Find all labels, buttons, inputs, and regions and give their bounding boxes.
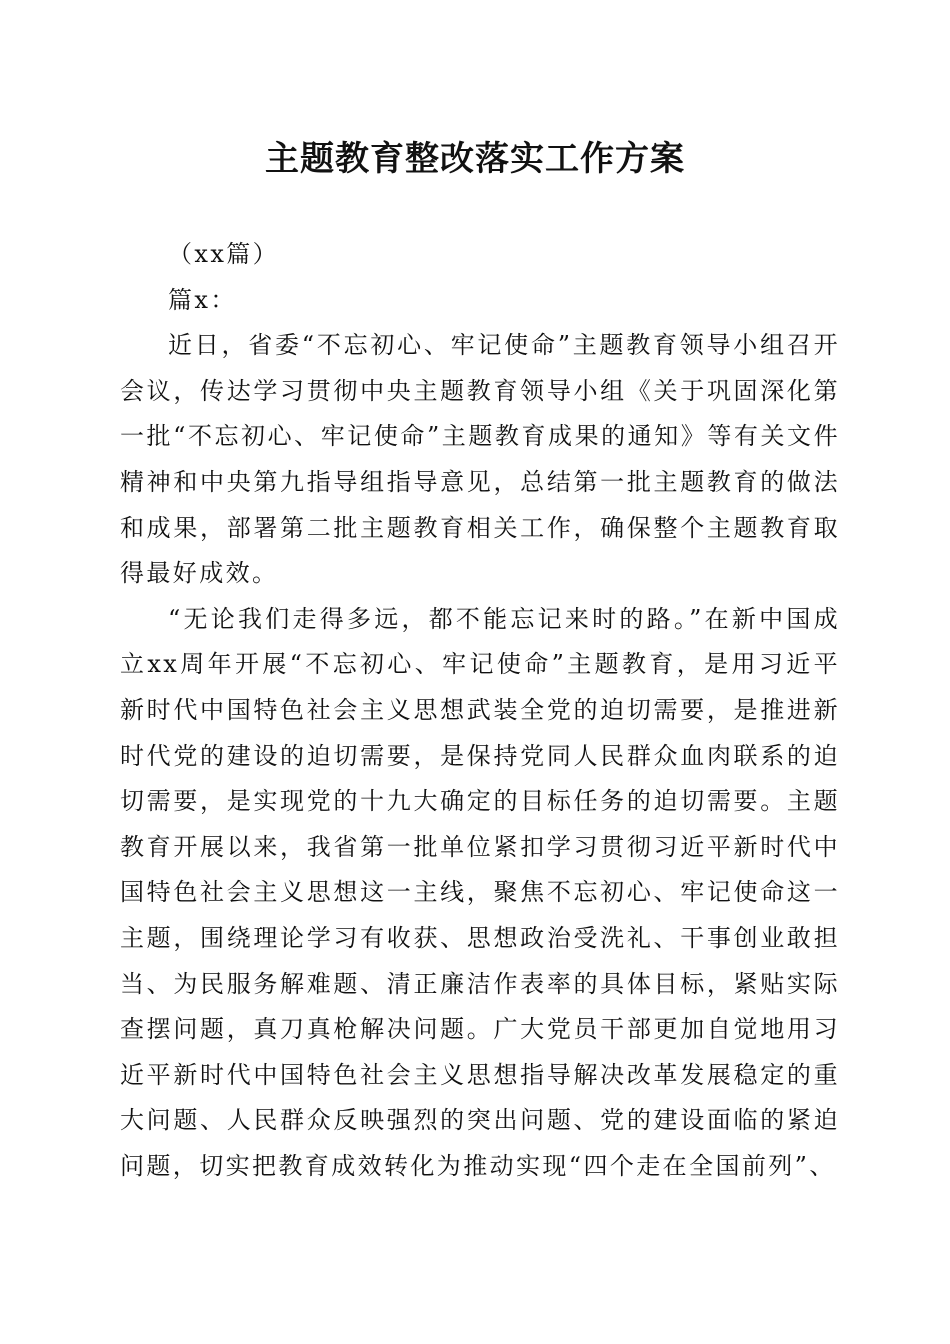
document-subtitle: （xx篇） bbox=[168, 240, 280, 268]
paragraph-2: “无论我们走得多远，都不能忘记来时的路。”在新中国成立xx周年开展“不忘初心、牢记使命”主题教育，是用习近平新时代中国特色社会主义思想武装全党的迫切需要，是推进新时代党的建设的迫切需要，是保持党同人民群众血肉联系的迫切需要，是实现党的十九大确定的目标任务的迫切需要。主题教育开展以来，我省第一批单位紧扣学习贯彻习近平新时代中国特色社会主义思想这一主线，聚焦不忘初心、牢记使命这一主题，围绕理论学习有收获、思想政治受洗礼、干事创业敢担当、为民服务解难题、清正廉洁作表率的具体目标，紧贴实际查摆问题，真刀真枪解决问题。广大党员干部更加自觉地用习近平新时代中国特色社会主义思想指导解决改革发展稳定的重大问题、人民群众反映强烈的突出问题、党的建设面临的紧迫问题，切实把教育成效转化为推动实现“四个走在全国前列”、 bbox=[120, 604, 840, 1180]
section-label: 篇x： bbox=[168, 285, 237, 314]
document-body bbox=[120, 232, 840, 1189]
document-title: 主题教育整改落实工作方案 bbox=[265, 139, 685, 179]
paragraph-1: 近日，省委“不忘初心、牢记使命”主题教育领导小组召开会议，传达学习贯彻中央主题教育领导小组《关于巩固深化第一批“不忘初心、牢记使命”主题教育成果的通知》等有关文件精神和中央第九指导组指导意见，总结第一批主题教育的做法和成果，部署第二批主题教育相关工作，确保整个主题教育取得最好成效。 bbox=[120, 331, 840, 588]
